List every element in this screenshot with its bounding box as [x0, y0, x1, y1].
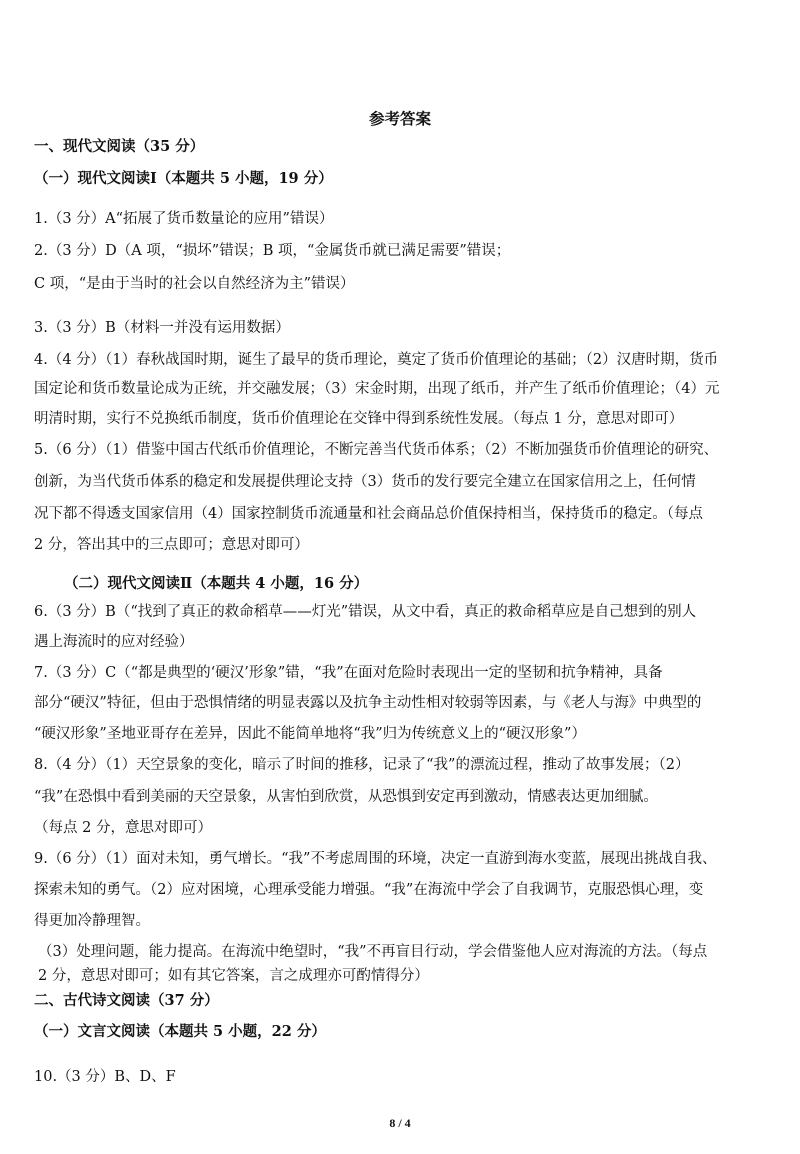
subsection-heading-3: （一）文言文阅读（本题共 5 小题，22 分） — [34, 1023, 326, 1040]
answer-line: 8.（4 分）（1）天空景象的变化，暗示了时间的推移，记录了“我”的漂流过程，推动了故事发展；（2） — [34, 757, 690, 773]
answer-line: 得更加冷静理智。 — [34, 913, 150, 929]
answer-line: 国定论和货币数量论成为正统，并交融发展；（3）宋金时期，出现了纸币，并产生了纸币价值理论；（4）元 — [34, 381, 720, 397]
section-heading-1: 一、现代文阅读（35 分） — [34, 138, 205, 155]
answer-line: 创新，为当代货币体系的稳定和发展提供理论支持（3）货币的发行要完全建立在国家信用之上，任何情 — [34, 474, 696, 490]
answer-line: （每点 2 分，意思对即可） — [34, 820, 212, 836]
page-number: 8 / 4 — [389, 1116, 411, 1130]
answer-line: 10.（3 分）B、D、F — [34, 1069, 176, 1085]
answer-line: 2 分，答出其中的三点即可；意思对即可） — [34, 537, 309, 553]
answer-line: 5.（6 分）（1）借鉴中国古代纸币价值理论，不断完善当代货币体系；（2）不断加强货币价值理论的研究、 — [34, 442, 719, 458]
answer-line: “硬汉形象”圣地亚哥存在差异，因此不能简单地将“我”归为传统意义上的“硬汉形象”） — [34, 726, 586, 742]
answer-line: 部分“硬汉”特征，但由于恐惧情绪的明显表露以及抗争主动性相对较弱等因素，与《老人与海》中典型的 — [34, 695, 702, 711]
subsection-heading-1: （一）现代文阅读Ⅰ（本题共 5 小题，19 分） — [34, 170, 333, 187]
answer-line: 况下都不得透支国家信用（4）国家控制货币流通量和社会商品总价值保持相当，保持货币的稳定。（每点 — [34, 506, 703, 522]
answer-line: 明清时期，实行不兑换纸币制度，货币价值理论在交锋中得到系统性发展。（每点 1 分，意思对即可） — [34, 411, 684, 427]
answer-line: 2 分，意思对即可；如有其它答案，言之成理亦可酌情得分） — [38, 968, 429, 984]
answer-line: “我”在恐惧中看到美丽的天空景象，从害怕到欣赏，从恐惧到安定再到激动，情感表达更加细腻。 — [34, 789, 658, 805]
answer-line: （3）处理问题，能力提高。在海流中绝望时，“我”不再盲目行动，学会借鉴他人应对海流的方法。（每点 — [38, 944, 708, 960]
answer-line: 遇上海流时的应对经验） — [34, 634, 194, 650]
section-heading-2: 二、古代诗文阅读（37 分） — [34, 992, 219, 1009]
answer-line: 4.（4 分）（1）春秋战国时期，诞生了最早的货币理论，奠定了货币价值理论的基础；（2）汉唐时期，货币 — [34, 352, 719, 368]
answer-line: C 项，“是由于当时的社会以自然经济为主”错误） — [34, 276, 355, 292]
answer-line: 9.（6 分）（1）面对未知，勇气增长。“我”不考虑周围的环境，决定一直游到海水变蓝，展现出挑战自我、 — [34, 851, 717, 867]
answer-line: 6.（3 分）B（“找到了真正的救命稻草——灯光”错误，从文中看，真正的救命稻草应是自己想到的别人 — [34, 604, 697, 620]
subsection-heading-2: （二）现代文阅读Ⅱ（本题共 4 小题，16 分） — [64, 575, 369, 592]
answer-line: 1.（3 分）A“拓展了货币数量论的应用”错误） — [34, 211, 334, 227]
answer-line: 7.（3 分）C（“都是典型的‘硬汉’形象”错，“我”在面对危险时表现出一定的坚韧和抗争精神，具备 — [34, 665, 663, 681]
page-title: 参考答案 — [368, 109, 431, 128]
answer-line: 2.（3 分）D（A 项，“损坏”错误；B 项，“金属货币就已满足需要”错误； — [34, 243, 511, 259]
answer-line: 探索未知的勇气。（2）应对困境，心理承受能力增强。“我”在海流中学会了自我调节，克服恐惧心理，变 — [34, 882, 704, 898]
answer-line: 3.（3 分）B（材料一并没有运用数据） — [34, 320, 290, 336]
